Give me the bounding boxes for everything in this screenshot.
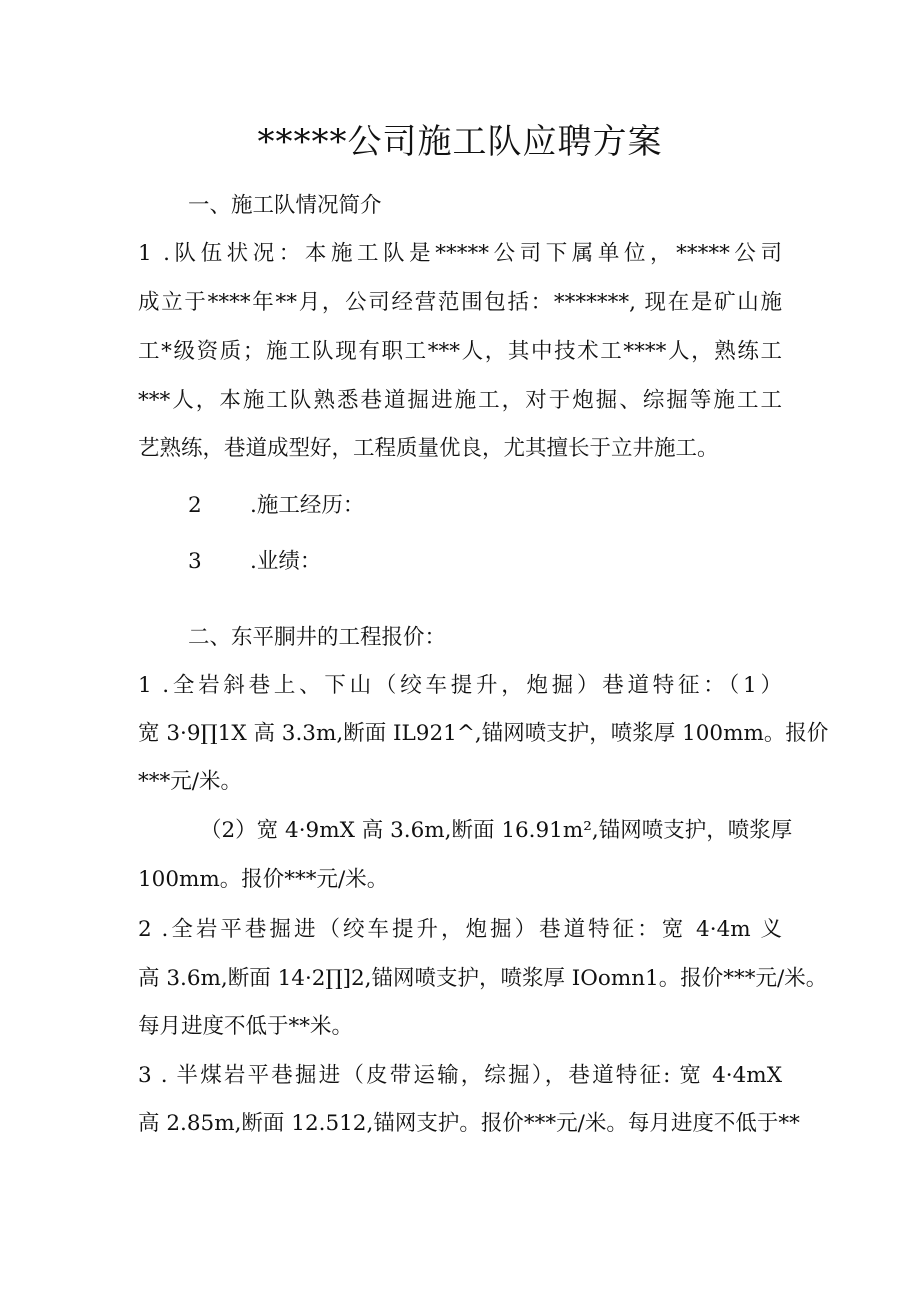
paragraph-line: 100mm。报价***元/米。 — [138, 867, 389, 892]
paragraph-line: 成立于****年**月，公司经营范围包括：*******, 现在是矿山施 — [138, 290, 782, 315]
paragraph-line: 工*级资质；施工队现有职工***人，其中技术工****人，熟练工 — [138, 339, 782, 364]
paragraph-line: 艺熟练，巷道成型好，工程质量优良，尤其擅长于立井施工。 — [138, 436, 719, 461]
list-item-label: .业绩： — [250, 549, 322, 574]
paragraph-line: （2）宽 4·9mX 高 3.6m,断面 16.91m²,锚网喷支护，喷浆厚 — [200, 818, 793, 843]
document-title: *****公司施工队应聘方案 — [257, 122, 663, 162]
paragraph-line: 2 .全岩平巷掘进（绞车提升，炮掘）巷道特征：宽 4·4m 义 — [138, 917, 782, 942]
list-number: 3 — [188, 549, 202, 574]
paragraph-line: ***人，本施工队熟悉巷道掘进施工，对于炮掘、综掘等施工工 — [138, 388, 782, 413]
paragraph-line: 每月进度不低于**米。 — [138, 1014, 354, 1039]
paragraph-line: 宽 3·9∏1X 高 3.3m,断面 IL921^,锚网喷支护，喷浆厚 100mm。报价 — [138, 721, 829, 746]
paragraph-line: ***元/米。 — [138, 769, 242, 794]
paragraph-line: 高 3.6m,断面 14·2∏]2,锚网喷支护，喷浆厚 IOomn1。报价***元/米。 — [138, 966, 828, 991]
paragraph-line: 3 . 半煤岩平巷掘进（皮带运输，综掘），巷道特征: 宽 4·4mX — [138, 1063, 782, 1088]
paragraph-line: 高 2.85m,断面 12.512,锚网支护。报价***元/米。每月进度不低于** — [138, 1111, 800, 1136]
list-item-label: .施工经历： — [250, 493, 365, 518]
paragraph-line: 1 .全岩斜巷上、下山（绞车提升，炮掘）巷道特征：（1） — [138, 673, 782, 698]
list-number: 2 — [188, 493, 202, 518]
section1-heading: 一、施工队情况简介 — [188, 193, 382, 218]
paragraph-line: 1 .队伍状况：本施工队是*****公司下属单位，*****公司 — [138, 241, 782, 266]
section2-heading: 二、东平胴井的工程报价： — [188, 625, 447, 650]
